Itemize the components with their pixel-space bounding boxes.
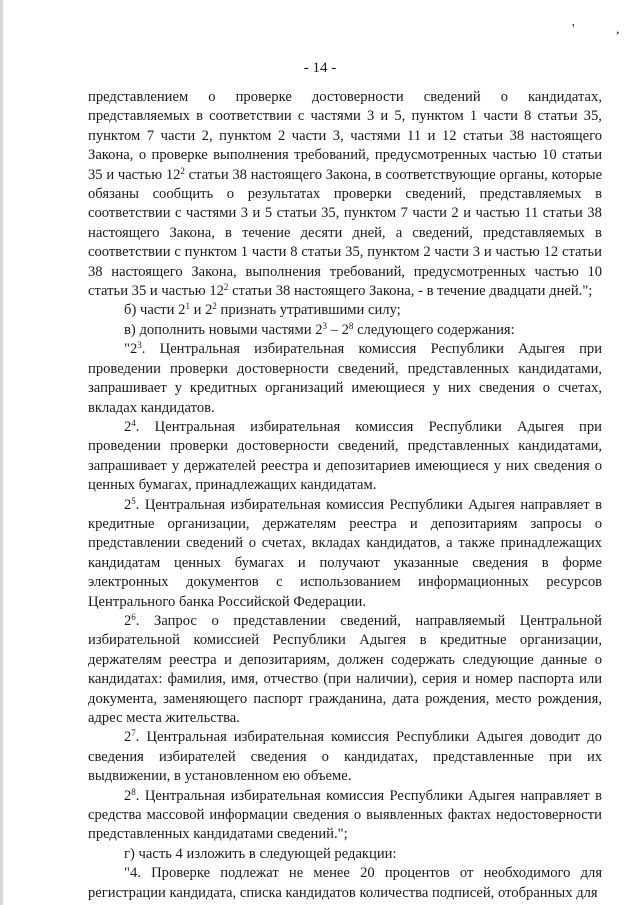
paragraph-part-2-5: $2^5$. Центральная избирательная комиссия Республики Адыгея направляет в кредитные организации, держателям реестра и депозитариям запросы о представлении сведений о счетах, вкладах кандидатов, а также принадлежащих кандидатам ценных бумагах и получают указанные сведения в форме электронных документов с использованием информационных ресурсов Центрального банка Российской Федерации. xyxy=(88,495,603,610)
paragraph-part-2-6: $2^6$. Запрос о представлении сведений, направляемый Центральной избирательной комиссией Республики Адыгея в кредитные организации, держателям реестра и депозитариям, должен содержать следующие данные о кандидатах: фамилия, имя, отчество (при наличии), серия и номер паспорта или документа, заменяющего паспорт гражданина, дата рождения, место рождения, адрес места жительства. xyxy=(88,611,603,726)
document-body xyxy=(88,88,602,903)
scan-left-edge xyxy=(0,0,3,905)
paragraph-continuation: представлением о проверке достоверности сведений о кандидатах, представляемых в соответствии с частями 3 и 5, пунктом 1 части 8 статьи 35, пунктом 7 части 2, пунктом 2 части 3, частями 11 и 12 статьи 38 настоящего Закона, о проверке выполнения требований, предусмотренных частью 10 статьи 35 и частью $12^2$ статьи 38 настоящего Закона, в соответствующие органы, которые обязаны сообщить о результатах проверки сведений, представляемых в соответствии с частями 3 и 5 статьи 35, пунктом 7 части 2 и частью 11 статьи 38 настоящего Закона, в течение десяти дней, а сведений, представляемых в соответствии с пунктом 1 части 8 статьи 35, пунктом 2 части 3 и частью 12 статьи 38 настоящего Закона, выполнения требований, предусмотренных частью 10 статьи 35 и частью $12^2$ статьи 38 настоящего Закона, - в течение двадцати дней."; xyxy=(88,89,603,300)
paragraph-item-b: б) части $2^1$ и $2^2$ признать утратившими силу; xyxy=(124,301,401,319)
paragraph-part-2-3: "$2^3$. Центральная избирательная комиссия Республики Адыгея при проведении проверки достоверности сведений, представленных кандидатами, запрашивает у кредитных организаций имеющиеся у них сведения о счетах, вкладах кандидатов. xyxy=(88,340,603,416)
page-number: - 14 - xyxy=(303,60,337,76)
paragraph-part-4: "4. Проверке подлежат не менее 20 процентов от необходимого для регистрации кандидата, списка кандидатов количества подписей, отобранных для xyxy=(88,865,603,901)
paragraph-item-v: в) дополнить новыми частями $2^3 - 2^8$ следующего содержания: xyxy=(124,320,515,338)
scan-mark-1: ' xyxy=(572,22,575,37)
paragraph-part-2-7: $2^7$. Центральная избирательная комиссия Республики Адыгея доводит до сведения избирателей сведения о кандидатах, представленные при их выдвижении, в установленном ею объеме. xyxy=(88,728,603,785)
paragraph-part-2-4: $2^4$. Центральная избирательная комиссия Республики Адыгея при проведении проверки достоверности сведений, представленных кандидатами, запрашивает у держателей реестра и депозитариев имеющиеся у них сведения о ценных бумагах, принадлежащих кандидатам. xyxy=(88,417,603,494)
scan-mark-2: , xyxy=(616,22,620,37)
paragraph-part-2-8: $2^8$. Центральная избирательная комиссия Республики Адыгея направляет в средства массовой информации сведения о выявленных фактах недостоверности представленных кандидатами сведений."; xyxy=(88,786,602,843)
paragraph-item-g: г) часть 4 изложить в следующей редакции: xyxy=(124,845,397,862)
